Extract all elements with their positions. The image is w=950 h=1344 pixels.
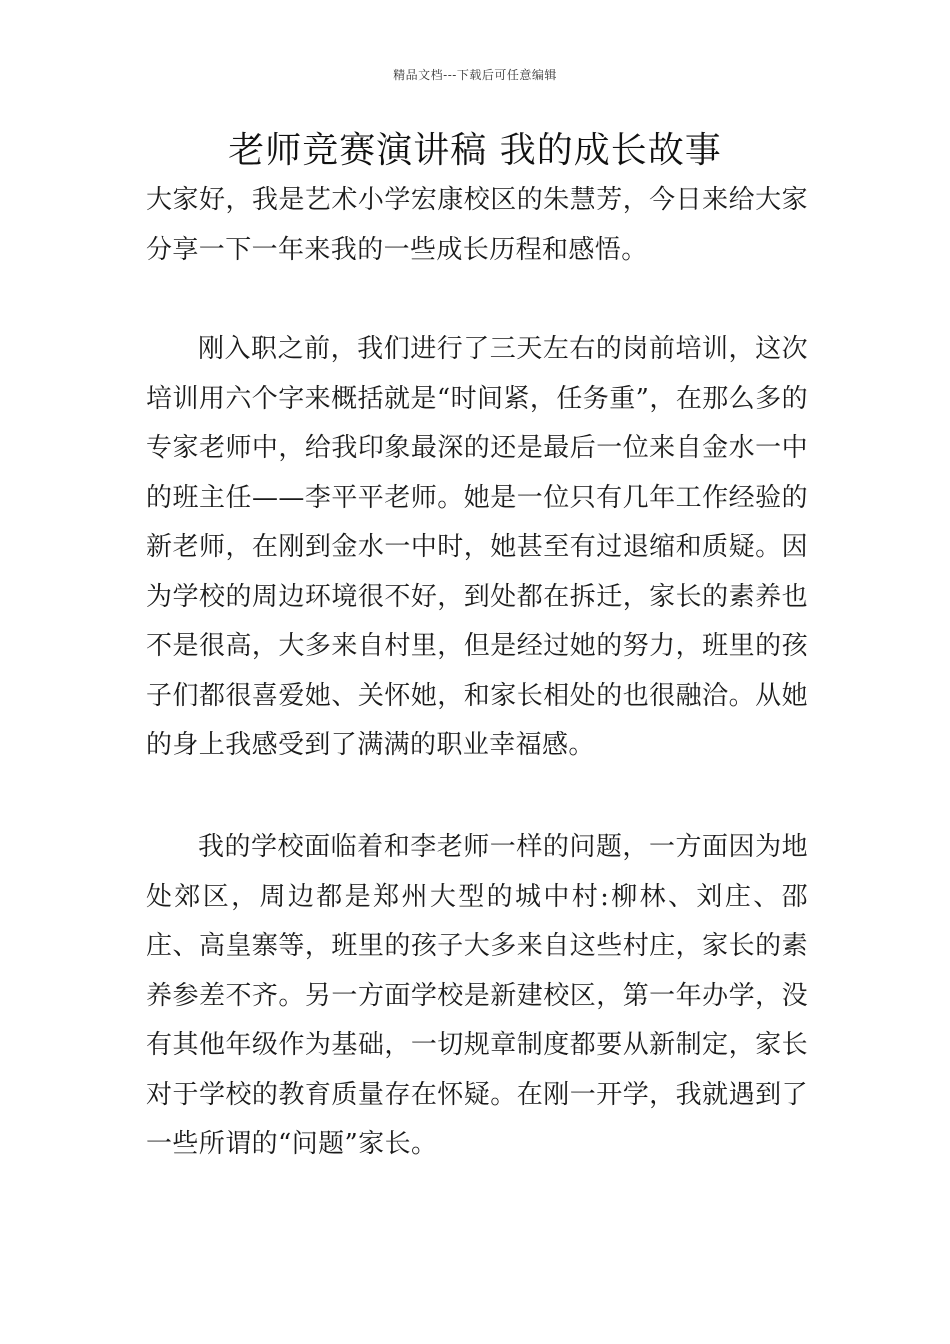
paragraph-1: 大家好，我是艺术小学宏康校区的朱慧芳，今日来给大家分享一下一年来我的一些成长历程和感悟。	[146, 185, 808, 265]
header-note: 精品文档---下载后可任意编辑	[393, 68, 557, 82]
paragraph-2: 刚入职之前，我们进行了三天左右的岗前培训，这次培训用六个字来概括就是“时间紧，任务重”，在那么多的专家老师中，给我印象最深的还是最后一位来自金水一中的班主任——李平平老师。她是一位只有几年工作经验的新老师，在刚到金水一中时，她甚至有过退缩和质疑。因为学校的周边环境很不好，到处都在拆迁，家长的素养也不是很高，大多来自村里，但是经过她的努力，班里的孩子们都很喜爱她、关怀她，和家长相处的也很融洽。从她的身上我感受到了满满的职业幸福感。	[146, 334, 808, 760]
paragraph-3: 我的学校面临着和李老师一样的问题，一方面因为地处郊区，周边都是郑州大型的城中村:柳林、刘庄、邵庄、高皇寨等，班里的孩子大多来自这些村庄，家长的素养参差不齐。另一方面学校是新建校区，第一年办学，没有其他年级作为基础，一切规章制度都要从新制定，家长对于学校的教育质量存在怀疑。在刚一开学，我就遇到了一些所谓的“问题”家长。	[146, 832, 808, 1159]
document-title: 老师竞赛演讲稿 我的成长故事	[228, 130, 722, 171]
